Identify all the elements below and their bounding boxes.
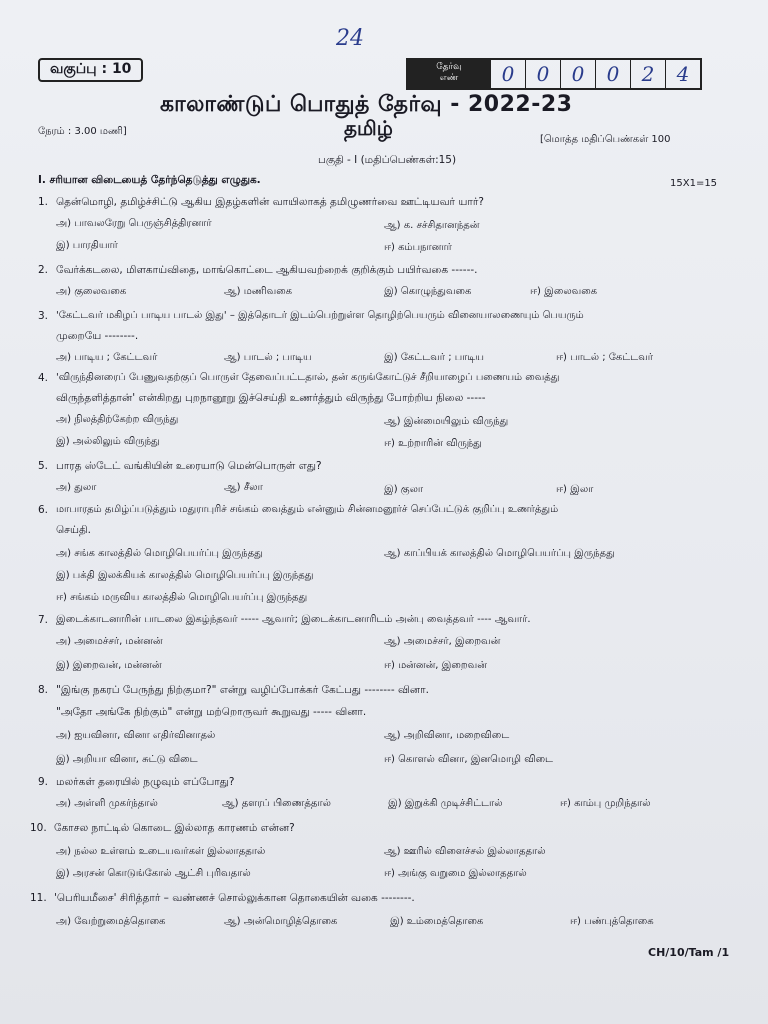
option: இ) உம்மைத்தொகை [390, 916, 484, 927]
option: அ) சங்க காலத்தில் மொழிபெயர்ப்பு இருந்தது [56, 548, 263, 559]
exam-number-box [406, 58, 702, 90]
option: ஆ) அறிவினா, மறைவிடை [384, 730, 510, 741]
option: இ) பாரதியார் [56, 240, 118, 251]
option: ஈ) அங்கு வறுமை இல்லாததால் [384, 868, 527, 879]
question-text: வேர்க்கடலை, மிளகாய்விதை, மாங்கொட்டை ஆகியவற்றைக் குறிக்கும் பயிர்வகை ------. [56, 264, 478, 276]
exam-digit: 0 [560, 60, 595, 88]
exam-time: நேரம் : 3.00 மணி] [38, 126, 127, 137]
handwritten-number: 24 [336, 26, 364, 51]
exam-digit: 0 [525, 60, 560, 88]
question-number: 7. [38, 614, 49, 626]
question-number: 1. [38, 196, 49, 208]
class-label: வகுப்பு : 10 [38, 58, 143, 82]
question-text: தென்மொழி, தமிழ்ச்சிட்டு ஆகிய இதழ்களின் வாயிலாகத் தமிழுணர்வை ஊட்டியவர் யார்? [56, 196, 484, 208]
option: ஈ) கொளல் வினா, இனமொழி விடை [384, 754, 553, 765]
question-number: 2. [38, 264, 49, 276]
question-text: முறையே --------. [56, 330, 139, 342]
question-number: 4. [38, 372, 49, 384]
question-number: 11. [30, 892, 47, 904]
section-title: I. சரியான விடையைத் தேர்ந்தெடுத்து எழுதுக. [38, 174, 261, 186]
option: இ) கேட்டவர் ; பாடிய [384, 352, 484, 363]
option: ஈ) இலைவகை [530, 286, 598, 297]
option: ஈ) பாடல் ; கேட்டவர் [556, 352, 653, 363]
exam-digit: 4 [665, 60, 700, 88]
question-number: 8. [38, 684, 49, 696]
question-number: 9. [38, 776, 49, 788]
option: ஆ) ஊரில் விளைச்சல் இல்லாததால் [384, 846, 546, 857]
question-text: 'கேட்டவர் மகிழப் பாடிய பாடல் இது' – இத்தொடர் இடம்பெற்றுள்ள தொழிற்பெயரும் வினையாலணையும் பெயரும் [56, 310, 584, 321]
option: ஆ) மணிவகை [224, 286, 293, 297]
option: ஈ) கம்பநானார் [384, 242, 452, 253]
question-text: "அதோ அங்கே நிற்கும்" என்று மற்றொருவர் கூறுவது ----- வினா. [56, 706, 367, 718]
option: இ) அரசன் கொடுங்கோல் ஆட்சி புரிவதால் [56, 868, 251, 879]
option: ஆ) இன்மையிலும் விருந்து [384, 416, 509, 427]
option: அ) நிலத்திற்கேற்ற விருந்து [56, 414, 179, 425]
exam-number-label: தேர்வு எண் [408, 60, 490, 88]
option: ஆ) க. சச்சிதானந்தன் [384, 220, 480, 231]
question-text: மாபாரதம் தமிழ்ப்படுத்தும் மதுராபுரிச் சங்கம் வைத்தும் என்னும் சின்னமனூர்ச் செப்பேட்டுக் குறிப்பு உணர்த்தும் [56, 504, 559, 515]
option: ஈ) இலா [556, 484, 594, 495]
option: இ) பக்தி இலக்கியக் காலத்தில் மொழிபெயர்ப்பு இருந்தது [56, 570, 314, 581]
option: இ) கொழுந்துவகை [384, 286, 472, 297]
option: இ) இறுக்கி முடிச்சிட்டால் [388, 798, 503, 809]
option: ஆ) சீலா [224, 482, 263, 493]
option: அ) பாடிய ; கேட்டவர் [56, 352, 158, 363]
question-number: 5. [38, 460, 49, 472]
question-text: 'பெரியமீசை' சிரித்தார் – வண்ணச் சொல்லுக்கான தொகையின் வகை --------. [54, 892, 415, 904]
option: அ) ஐயவினா, வினா எதிர்வினாதல் [56, 730, 216, 741]
question-number: 6. [38, 504, 49, 516]
question-number: 3. [38, 310, 49, 322]
option: ஆ) அமைச்சர், இறைவன் [384, 636, 501, 647]
option: அ) குலைவகை [56, 286, 127, 297]
question-text: செய்தி. [56, 524, 91, 536]
section-marks: 15X1=15 [670, 178, 718, 189]
option: இ) அல்லிலும் விருந்து [56, 436, 160, 447]
option: ஆ) பாடல் ; பாடிய [224, 352, 312, 363]
option: ஆ) காப்பியக் காலத்தில் மொழிபெயர்ப்பு இருந்தது [384, 548, 615, 559]
question-text: "இங்கு நகரப் பேருந்து நிற்குமா?" என்று வழிப்போக்கர் கேட்பது -------- வினா. [56, 684, 429, 696]
question-number: 10. [30, 822, 47, 834]
question-text: மலர்கள் தரையில் நழுவும் எப்போது? [56, 776, 235, 788]
option: ஈ) மன்னன், இறைவன் [384, 660, 487, 671]
option: ஈ) பண்புத்தொகை [570, 916, 654, 927]
option: இ) அறியா வினா, சுட்டு விடை [56, 754, 198, 765]
question-text: பாரத ஸ்டேட் வங்கியின் உரையாடு மென்பொருள் எது? [56, 460, 322, 472]
subject-title: தமிழ் [344, 116, 393, 140]
option: அ) அள்ளி முகர்ந்தால் [56, 798, 158, 809]
option: ஆ) தளரப் பிணைத்தால் [222, 798, 331, 809]
question-text: விருந்தளித்தான்' என்கிறது புறநானூறு இச்செய்தி உணர்த்தும் விருந்து போற்றிய நிலை ----- [56, 392, 486, 404]
option: ஈ) சங்கம் மருவிய காலத்தில் மொழிபெயர்ப்பு இருந்தது [56, 592, 308, 603]
option: அ) துலா [56, 482, 97, 493]
option: அ) பாவலரேறு பெருஞ்சித்திரனார் [56, 218, 212, 229]
option: ஆ) அன்மொழித்தொகை [224, 916, 338, 927]
option: இ) குலா [384, 484, 424, 495]
question-text: இடைக்காடனாரின் பாடலை இகழ்ந்தவர் ----- ஆவார்; இடைக்காடனாரிடம் அன்பு வைத்தவர் ---- ஆவார். [56, 614, 531, 625]
option: இ) இறைவன், மன்னன் [56, 660, 162, 671]
exam-title: காலாண்டுப் பொதுத் தேர்வு - 2022-23 [160, 92, 573, 117]
option: அ) நல்ல உள்ளம் உடையவர்கள் இல்லாததால் [56, 846, 266, 857]
option: அ) வேற்றுமைத்தொகை [56, 916, 166, 927]
total-marks: [மொத்த மதிப்பெண்கள் 100 [540, 134, 671, 145]
exam-digit: 2 [630, 60, 665, 88]
footer-code: CH/10/Tam /1 [648, 946, 730, 959]
option: ஈ) காம்பு முறிந்தால் [560, 798, 651, 809]
exam-digit: 0 [595, 60, 630, 88]
exam-digit: 0 [490, 60, 525, 88]
part-title: பகுதி - I (மதிப்பெண்கள்:15) [318, 154, 457, 166]
question-text: 'விருந்தினரைப் பேணுவதற்குப் பொருள் தேவைப்பட்டதால், தன் கருங்கோட்டுச் சீறியாழைப் பணையம் வைத்து [56, 372, 560, 383]
question-text: கோசல நாட்டில் கொடை இல்லாத காரணம் என்ன? [54, 822, 295, 834]
option: ஈ) உற்றாரின் விருந்து [384, 438, 482, 449]
option: அ) அமைச்சர், மன்னன் [56, 636, 163, 647]
